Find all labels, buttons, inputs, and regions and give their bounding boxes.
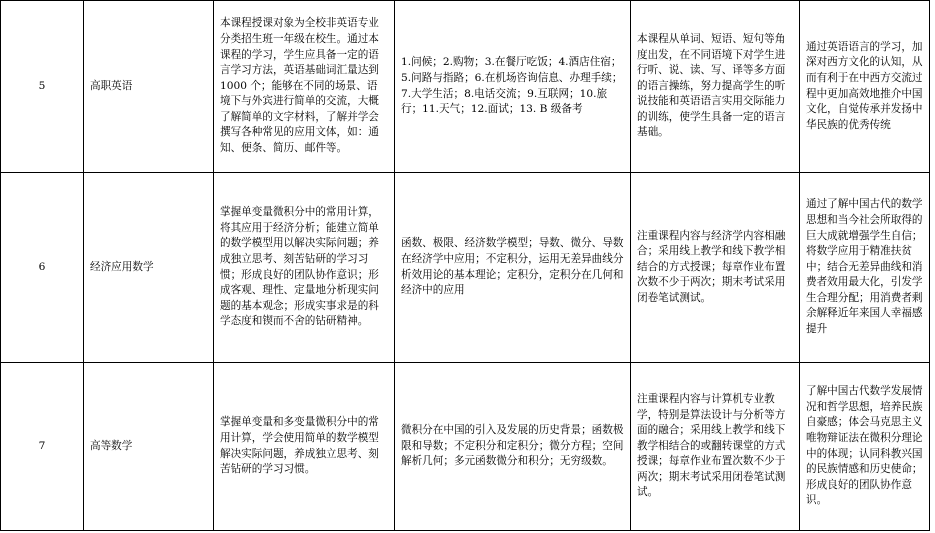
- teaching-requirements-text: 本课程从单词、短语、短句等角度出发，在不同语境下对学生进行听、说、读、写、译等多方面的语言操练，努力提高学生的听说技能和英语语言实用交际能力的训练，使学生具备一定的语言基础。: [637, 32, 786, 139]
- course-name: 经济应用数学: [84, 173, 214, 363]
- teaching-requirements: [631, 363, 800, 531]
- course-number: 7: [1, 363, 84, 531]
- course-objectives: [214, 1, 395, 173]
- ideological-elements: [800, 1, 930, 173]
- course-number: 6: [1, 173, 84, 363]
- teaching-requirements: [631, 1, 800, 173]
- course-content: [395, 363, 631, 531]
- course-content-text: 1.问候；2.购物；3.在餐厅吃饭；4.酒店住宿；5.问路与指路；6.在机场咨询信息、办理手续；7.大学生活；8.电话交流；9.互联网；10.旅行；11.天气；12.面试；13. B 级备考: [401, 56, 623, 116]
- teaching-requirements-text: 注重课程内容与经济学内容相融合；采用线上教学和线下教学相结合的方式授课；每章作业布置次数不少于两次；期末考试采用闭卷笔试测试。: [637, 229, 786, 304]
- course-content-text: 微积分在中国的引入及发展的历史背景；函数极限和导数；不定积分和定积分；微分方程；空间解析几何；多元函数微分和积分；无穷级数。: [401, 424, 624, 468]
- course-content-text: 函数、极限、经济数学模型；导数、微分、导数在经济学中应用；不定积分，运用无差异曲线分析效用论的基本理论；定积分，定积分在几何和经济中的应用: [401, 237, 624, 297]
- ideological-elements: [800, 173, 930, 363]
- course-name: 高等数学: [84, 363, 214, 531]
- table-row: [1, 1, 930, 173]
- course-objectives-text: 本课程授课对象为全校非英语专业分类招生班一年级在校生。通过本课程的学习，学生应具备一定的语言学习方法，英语基础词汇量达到 1000 个；能够在不同的场景、语境下与外宾进行简单的交流，大概了解简单的文字材料，了解并学会撰写各种常见的应用文体，如：通知、便条、简历、邮件等。: [220, 17, 379, 155]
- course-objectives-text: 掌握单变量微积分中的常用计算，将其应用于经济分析；能建立简单的数学模型用以解决实际问题；养成独立思考、刻苦钻研的学习习惯；形成良好的团队协作意识；形成客观、理性、定量地分析现实问题的基本观念；形成实事求是的科学态度和锲而不舍的钻研精神。: [220, 206, 379, 328]
- course-number: 5: [1, 1, 84, 173]
- ideological-elements-text: 了解中国古代数学发展情况和哲学思想，培养民族自豪感；体会马克思主义唯物辩证法在微积分理论中的体现；认同科教兴国的民族情感和历史使命；形成良好的团队协作意识。: [806, 385, 923, 507]
- ideological-elements-text: 通过了解中国古代的数学思想和当今社会所取得的巨大成就增强学生自信；将数学应用于精准扶贫中；结合无差异曲线和消费者效用最大化，引发学生合理分配；用消费者剩余解释近年来国人幸福感提升: [806, 198, 923, 336]
- course-content: [395, 1, 631, 173]
- course-objectives: [214, 363, 395, 531]
- teaching-requirements-text: 注重课程内容与计算机专业教学，特别是算法设计与分析等方面的融合；采用线上教学和线下教学相结合的或翻转课堂的方式授课；每章作业布置次数不少于两次；期末考试采用闭卷笔试测试。: [637, 392, 786, 499]
- course-objectives-text: 掌握单变量和多变量微积分中的常用计算，学会使用简单的数学模型解决实际问题，养成独立思考、刻苦钻研的学习习惯。: [220, 416, 379, 476]
- table-row: [1, 363, 930, 531]
- table-row: [1, 173, 930, 363]
- course-name: 高职英语: [84, 1, 214, 173]
- course-content: [395, 173, 631, 363]
- teaching-requirements: [631, 173, 800, 363]
- ideological-elements: [800, 363, 930, 531]
- course-objectives: [214, 173, 395, 363]
- ideological-elements-text: 通过英语语言的学习，加深对西方文化的认知，从而有利于在中西方交流过程中更加高效地推介中国文化，自觉传承并发扬中华民族的优秀传统: [806, 40, 923, 131]
